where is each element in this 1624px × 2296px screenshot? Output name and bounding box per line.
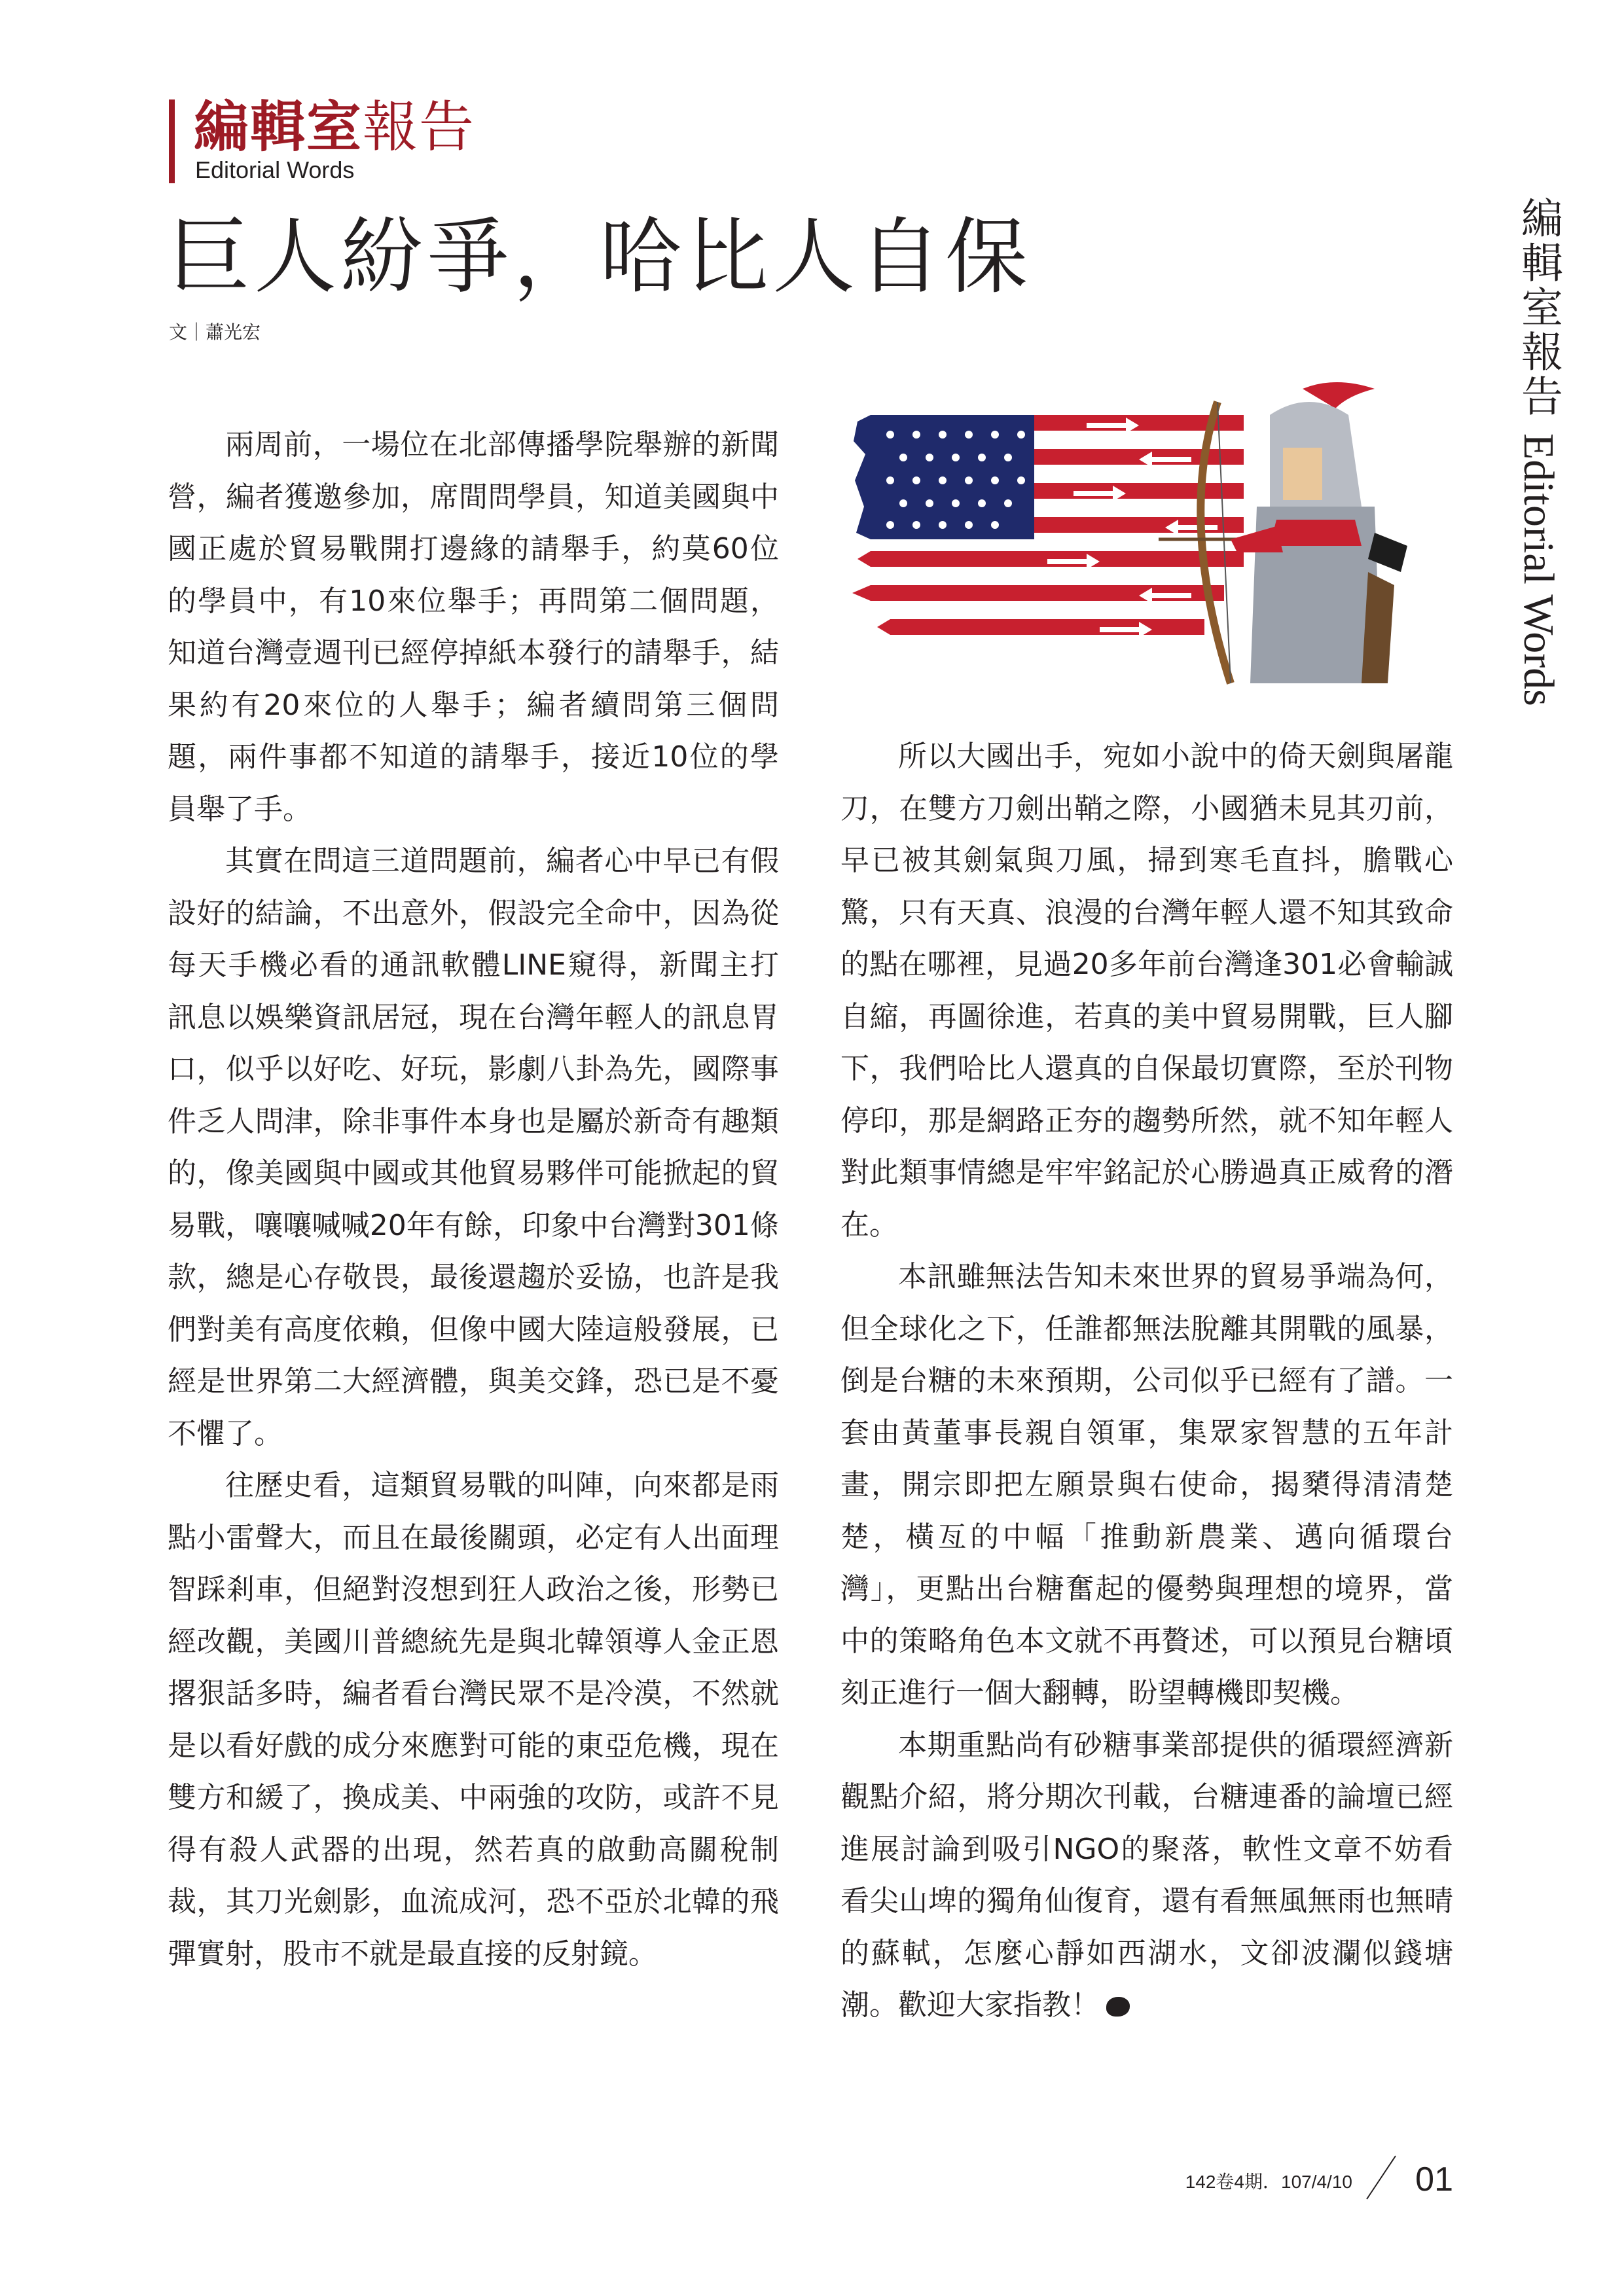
- article-paragraph: 兩周前，一場位在北部傳播學院舉辦的新聞營，編者獲邀參加，席間問學員，知道美國與中國正處於貿易戰開打邊緣的請舉手，約莫60位的學員中，有10來位舉手；再問第二個問題，知道台灣壹週刊已經停掉紙本發行的請舉手，結果約有20來位的人舉手；編者續問第三個問題，兩件事都不知道的請舉手，接近10位的學員舉了手。: [168, 428, 779, 826]
- article-column-right: [840, 730, 1453, 2032]
- page-footer: [1185, 2155, 1453, 2200]
- article-paragraph-last: [840, 1719, 1453, 2032]
- side-section-label: [1492, 196, 1571, 706]
- section-accent-bar: [169, 99, 175, 183]
- article-paragraph: 往歷史看，這類貿易戰的叫陣，向來都是雨點小雷聲大，而且在最後關頭，必定有人出面理智踩剎車，但絕對沒想到狂人政治之後，形勢已經改觀，美國川普總統先是與北韓領導人金正恩撂狠話多時，編者看台灣民眾不是冷漠，不然就是以看好戲的成分來應對可能的東亞危機，現在雙方和緩了，換成美、中兩強的攻防，或許不見得有殺人武器的出現，然若真的啟動高關稅制裁，其刀光劍影，血流成河，恐不亞於北韓的飛彈實射，股市不就是最直接的反射鏡。: [168, 1469, 779, 1971]
- section-title: [194, 96, 475, 158]
- end-mark-icon: [1106, 1997, 1130, 2017]
- side-label-en: Editorial Words: [1515, 433, 1562, 706]
- issue-info: 142卷4期．107/4/10: [1185, 2172, 1352, 2192]
- article-paragraph: 本訊雖無法告知未來世界的貿易爭端為何，但全球化之下，任誰都無法脫離其開戰的風暴，倒是台糖的未來預期，公司似乎已經有了譜。一套由黃董事長親自領軍，集眾家智慧的五年計畫，開宗即把左願景與右使命，揭櫫得清清楚楚，橫亙的中幅「推動新農業、邁向循環台灣」，更點出台糖奮起的優勢與理想的境界，當中的策略角色本文就不再贅述，可以預見台糖頃刻正進行一個大翻轉，盼望轉機即契機。: [840, 1260, 1453, 1710]
- article-headline: 巨人紛爭，哈比人自保: [168, 209, 1032, 305]
- section-subtitle: Editorial Words: [195, 156, 355, 183]
- article-byline: 文｜蕭光宏: [169, 321, 261, 343]
- article-paragraph: 其實在問這三道問題前，編者心中早已有假設好的結論，不出意外，假設完全命中，因為從每天手機必看的通訊軟體LINE窺得，新聞主打訊息以娛樂資訊居冠，現在台灣年輕人的訊息胃口，似乎以好吃、好玩，影劇八卦為先，國際事件乏人問津，除非事件本身也是屬於新奇有趣類的，像美國與中國或其他貿易夥伴可能掀起的貿易戰，嚷嚷喊喊20年有餘，印象中台灣對301條款，總是心存敬畏，最後還趨於妥協，也許是我們對美有高度依賴，但像中國大陸這般發展，已經是世界第二大經濟體，與美交鋒，恐已是不憂不懼了。: [168, 844, 779, 1450]
- page-number: 01: [1415, 2161, 1453, 2198]
- side-label-cn: 編輯室報告: [1514, 196, 1562, 419]
- article-paragraph-text: 本期重點尚有砂糖事業部提供的循環經濟新觀點介紹，將分期次刊載，台糖連番的論壇已經進展討論到吸引NGO的聚落，軟性文章不妨看看尖山埤的獨角仙復育，還有看無風無雨也無晴的蘇軾，怎麼心靜如西湖水，文卻波瀾似錢塘潮。歡迎大家指教！: [840, 1728, 1453, 2022]
- trade-war-illustration: [851, 376, 1414, 708]
- section-title-bold: 編輯室: [194, 95, 363, 159]
- article-paragraph: 所以大國出手，宛如小說中的倚天劍與屠龍刀，在雙方刀劍出鞘之際，小國猶未見其刃前，早已被其劍氣與刀風，掃到寒毛直抖，膽戰心驚，只有天真、浪漫的台灣年輕人還不知其致命的點在哪裡，見過20多年前台灣逢301必會輸誠自縮，再圖徐進，若真的美中貿易開戰，巨人腳下，我們哈比人還真的自保最切實際，至於刊物停印，那是網路正夯的趨勢所然，就不知年輕人對此類事情總是牢牢銘記於心勝過真正威脅的潛在。: [840, 740, 1453, 1242]
- footer-slash-icon: [1362, 2155, 1401, 2200]
- section-title-rest: 報告: [363, 95, 476, 159]
- article-column-left: [168, 419, 779, 1980]
